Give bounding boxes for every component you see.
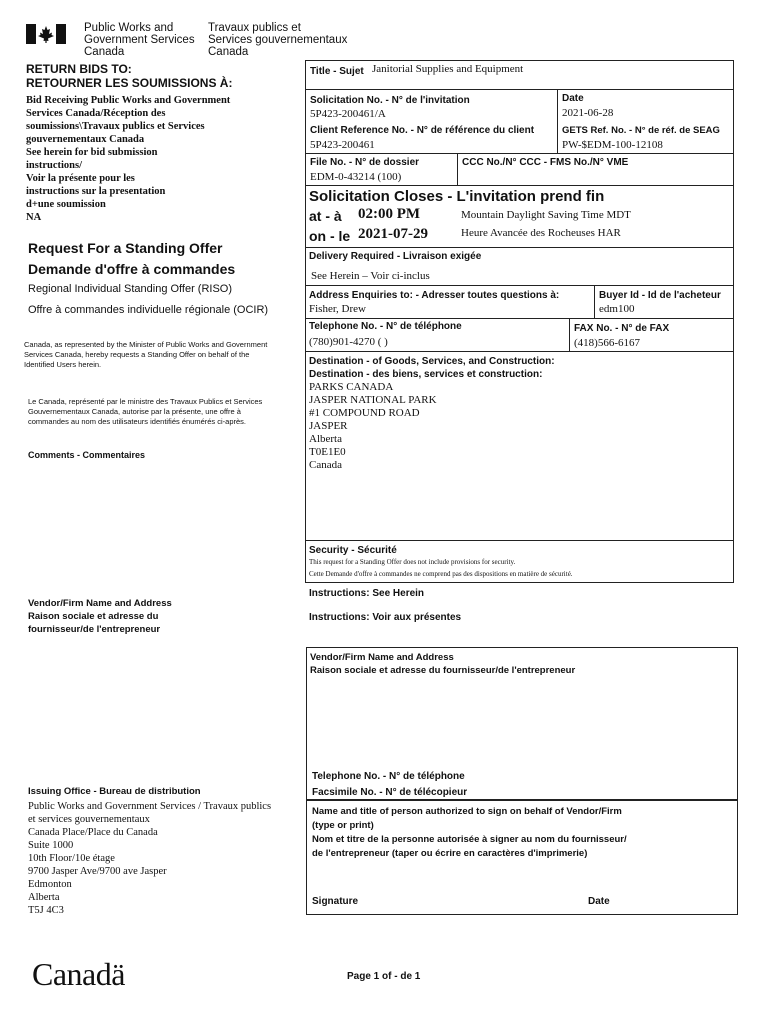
instructions-en: Instructions: See Herein: [309, 588, 425, 599]
vendor-firm-label: Vendor/Firm Name and Address Raison sociale et adresse du fournisseur/de l'entrepreneur: [310, 652, 576, 676]
closing-date: 2021-07-29: [358, 226, 428, 242]
solicitation-label: Solicitation No. - N° de l'invitation: [310, 95, 470, 106]
solicitation-value: 5P423-200461/A: [310, 108, 386, 120]
security-text-en: This request for a Standing Offer does not include provisions for security.: [309, 558, 516, 566]
file-number-value: EDM-0-43214 (100): [310, 171, 402, 183]
delivery-value: See Herein – Voir ci-inclus: [311, 270, 430, 282]
on-label: on - le: [309, 228, 351, 244]
department-name-en: Public Works and Government Services Canada: [84, 22, 195, 58]
file-number-label: File No. - N° de dossier: [310, 157, 420, 168]
vendor-facsimile-label: Facsimile No. - N° de télécopieur: [312, 787, 468, 798]
enquiries-value: Fisher, Drew: [309, 303, 366, 315]
destination-label: Destination - of Goods, Services, and Construction: Destination - des biens, services et construction:: [309, 356, 555, 380]
form-divider: [305, 540, 734, 541]
vendor-left-label: Vendor/Firm Name and Address Raison sociale et adresse du fournisseur/de l'entrepreneur: [28, 598, 172, 635]
issuing-office-label: Issuing Office - Bureau de distribution: [28, 786, 201, 797]
signature-date-label: Date: [588, 896, 610, 907]
buyer-id-value: edm100: [599, 303, 635, 315]
solicitation-closes-label: Solicitation Closes - L'invitation prend fin: [309, 188, 605, 205]
request-title: Request For a Standing Offer Demande d'offre à commandes: [28, 240, 236, 277]
timezone-en: Mountain Daylight Saving Time MDT: [461, 209, 631, 221]
return-bids-heading: RETURN BIDS TO: RETOURNER LES SOUMISSIONS À:: [26, 62, 233, 90]
form-divider: [305, 89, 734, 90]
form-divider: [569, 318, 570, 351]
authorized-signer-label: Name and title of person authorized to sign on behalf of Vendor/Firm (type or print) Nom et titre de la personne autorisée à signer au nom du fournisseur/ de l'entrepreneur (taper ou écrire en caractères d'imprimerie): [312, 806, 627, 859]
page-number: Page 1 of - de 1: [347, 971, 421, 982]
date-label: Date: [562, 93, 584, 104]
vendor-telephone-label: Telephone No. - N° de téléphone: [312, 771, 465, 782]
timezone-fr: Heure Avancée des Rocheuses HAR: [461, 227, 621, 239]
form-divider: [305, 318, 734, 319]
enquiries-label: Address Enquiries to: - Adresser toutes questions à:: [309, 290, 560, 301]
fax-value: (418)566-6167: [574, 337, 640, 349]
destination-address: PARKS CANADA JASPER NATIONAL PARK #1 COMPOUND ROAD JASPER Alberta T0E1E0 Canada: [309, 381, 437, 471]
return-bids-address: Bid Receiving Public Works and Government Services Canada/Réception des soumissions\Travaux publics et Services gouvernementaux Canada See herein for bid submission instructions/ Voir la présente pour les instructions sur la presentation d+une soumission NA: [26, 95, 231, 223]
request-paragraph-en: Canada, as represented by the Minister of Public Works and Government Services Canada, hereby requests a Standing Offer on behalf of the Identified Users herein.: [24, 340, 268, 369]
department-name-fr: Travaux publics et Services gouvernementaux Canada: [208, 22, 348, 58]
client-reference-value: 5P423-200461: [310, 139, 375, 151]
form-divider: [305, 153, 734, 154]
form-divider: [305, 351, 734, 352]
form-divider: [305, 185, 734, 186]
telephone-value: (780)901-4270 ( ): [309, 336, 388, 348]
request-type-fr: Offre à commandes individuelle régionale (OCIR): [28, 304, 269, 316]
request-paragraph-fr: Le Canada, représenté par le ministre des Travaux Publics et Services Gouvernementaux Canada, autorise par la présente, une offre à commandes au nom des utilisateurs identifiés énumérés ci-après.: [28, 397, 263, 426]
buyer-id-label: Buyer Id - Id de l'acheteur: [599, 290, 721, 301]
security-text-fr: Cette Demande d'offre à commandes ne comprend pas des dispositions en matière de sécurité.: [309, 570, 573, 578]
date-value: 2021-06-28: [562, 107, 614, 119]
instructions-fr: Instructions: Voir aux présentes: [309, 612, 462, 623]
gets-ref-value: PW-$EDM-100-12108: [562, 139, 663, 151]
form-divider: [557, 89, 558, 153]
telephone-label: Telephone No. - N° de téléphone: [309, 321, 462, 332]
form-divider: [457, 153, 458, 185]
canada-flag-icon: [26, 24, 66, 44]
title-value: Janitorial Supplies and Equipment: [372, 63, 524, 75]
gets-ref-label: GETS Ref. No. - N° de réf. de SEAG: [562, 125, 720, 136]
signature-label: Signature: [312, 896, 359, 907]
title-label: Title - Sujet: [310, 66, 364, 77]
request-type-en: Regional Individual Standing Offer (RISO): [28, 283, 233, 295]
delivery-label: Delivery Required - Livraison exigée: [309, 251, 482, 262]
closing-time: 02:00 PM: [358, 206, 421, 222]
client-reference-label: Client Reference No. - N° de référence du client: [310, 125, 535, 136]
form-divider: [594, 285, 595, 318]
form-divider: [305, 247, 734, 248]
canada-wordmark: Canadä: [32, 956, 125, 992]
comments-label: Comments - Commentaires: [28, 450, 146, 460]
form-divider: [305, 285, 734, 286]
at-label: at - à: [309, 208, 342, 224]
issuing-office-address: Public Works and Government Services / Travaux publics et services gouvernementaux Canada Place/Place du Canada Suite 1000 10th Floor/10e étage 9700 Jasper Ave/9700 ave Jasper Edmonton Alberta T5J 4C3: [28, 801, 272, 916]
security-label: Security - Sécurité: [309, 545, 397, 556]
ccc-number-label: CCC No./N° CCC - FMS No./N° VME: [462, 157, 629, 168]
fax-label: FAX No. - N° de FAX: [574, 323, 670, 334]
